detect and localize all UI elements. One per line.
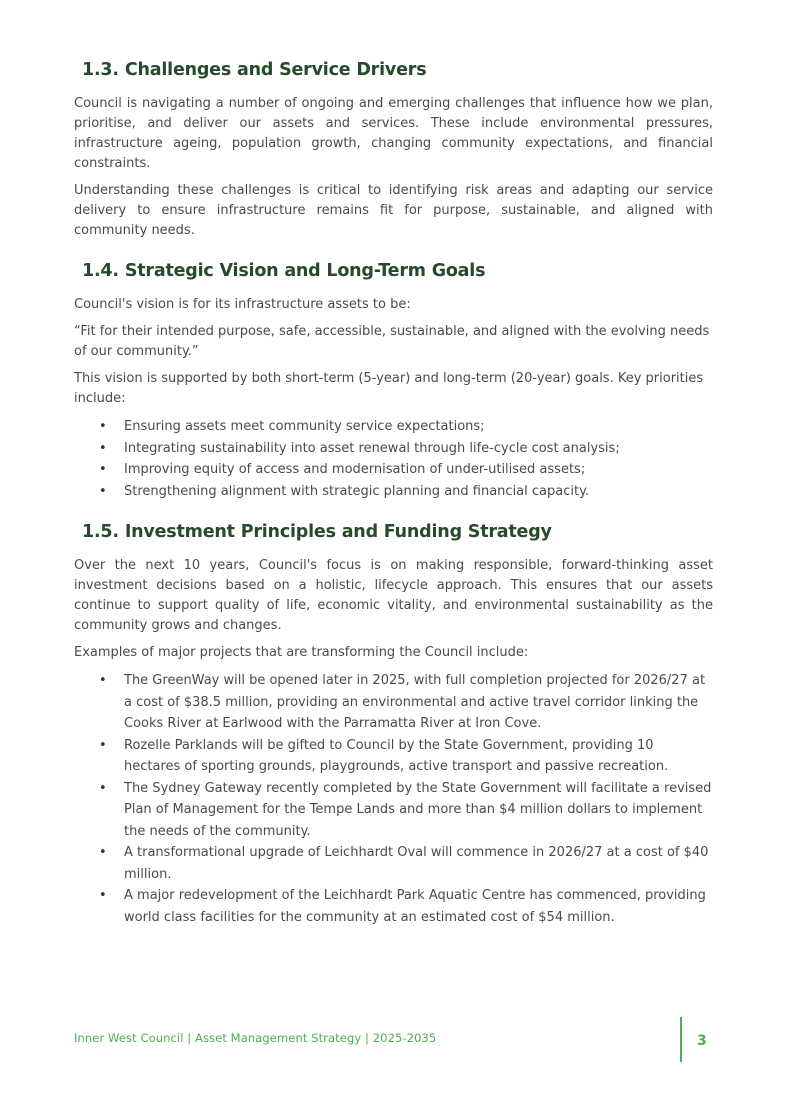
section-number: 1.3.: [82, 60, 119, 80]
section-number: 1.5.: [82, 522, 119, 542]
list-item-text: A major redevelopment of the Leichhardt Park Aquatic Centre has commenced, providing world class facilities for the community at an estimated cost of $54 million.: [124, 888, 706, 925]
list-item: [74, 778, 713, 843]
list-item-text: Improving equity of access and modernisation of under-utilised assets;: [124, 462, 586, 477]
bullet-icon: •: [99, 737, 107, 753]
bullet-icon: •: [99, 845, 107, 860]
section-heading: [82, 522, 713, 542]
bullet-icon: •: [99, 462, 107, 477]
projects-list: [74, 670, 713, 928]
section-heading: [82, 261, 713, 281]
list-item-text: The Sydney Gateway recently completed by the State Government will facilitate a revised Plan of Management for the Tempe Lands and more than $4 million dollars to implement the needs of the community.: [124, 780, 712, 839]
list-item: [74, 416, 713, 438]
paragraph: Understanding these challenges is critical to identifying risk areas and adapting our service delivery to ensure infrastructure remains fit for purpose, sustainable, and aligned with community needs.: [74, 183, 713, 238]
page-number: 3: [697, 1033, 707, 1049]
section-title: Strategic Vision and Long-Term Goals: [124, 261, 486, 281]
section-title: Investment Principles and Funding Strategy: [124, 522, 552, 542]
list-item: [74, 481, 713, 503]
page-content: [74, 60, 713, 948]
bullet-icon: •: [99, 780, 107, 796]
list-item: [74, 735, 713, 778]
list-item-text: A transformational upgrade of Leichhardt Oval will commence in 2026/27 at a cost of $40 million.: [124, 845, 709, 882]
list-item: [74, 459, 713, 481]
bullet-icon: •: [99, 440, 107, 456]
list-item-text: Integrating sustainability into asset renewal through life-cycle cost analysis;: [124, 440, 620, 456]
list-item-text: The GreenWay will be opened later in 2025, with full completion projected for 2026/27 at a cost of $38.5 million, providing an environmental and active travel corridor linking the Cooks River at Earlwood with the Parramatta River at Iron Cove.: [124, 673, 706, 731]
paragraph: This vision is supported by both short-term (5-year) and long-term (20-year) goals. Key priorities include:: [74, 371, 704, 406]
list-item: [74, 842, 713, 885]
vision-quote: “Fit for their intended purpose, safe, accessible, sustainable, and aligned with the evolving needs of our community.”: [74, 324, 710, 359]
section-investment-principles: [74, 522, 713, 928]
priorities-list: [74, 416, 713, 502]
section-number: 1.4.: [82, 261, 119, 281]
list-item: [74, 670, 713, 735]
section-strategic-vision: [74, 261, 713, 502]
section-heading: [82, 60, 713, 80]
list-item-text: Strengthening alignment with strategic planning and financial capacity.: [124, 483, 590, 499]
footer-text: Inner West Council | Asset Management Strategy | 2025-2035: [74, 1031, 437, 1045]
bullet-icon: •: [99, 483, 107, 499]
footer-divider: [680, 1017, 682, 1062]
list-item-text: Ensuring assets meet community service expectations;: [124, 419, 485, 434]
list-item-text: Rozelle Parklands will be gifted to Council by the State Government, providing 10 hectares of sporting grounds, playgrounds, active transport and passive recreation.: [124, 737, 669, 774]
section-challenges: [74, 60, 713, 241]
bullet-icon: •: [99, 419, 107, 434]
list-item: [74, 885, 713, 928]
paragraph: Council's vision is for its infrastructure assets to be:: [74, 297, 411, 312]
paragraph: Examples of major projects that are transforming the Council include:: [74, 645, 529, 660]
paragraph: Over the next 10 years, Council's focus is on making responsible, forward-thinking asset investment decisions based on a holistic, lifecycle approach. This ensures that our assets continue to support quality of life, economic vitality, and environmental sustainability as the community grows and changes.: [74, 558, 713, 633]
bullet-icon: •: [99, 673, 107, 688]
paragraph: Council is navigating a number of ongoing and emerging challenges that influence how we plan, prioritise, and deliver our assets and services. These include environmental pressures, infrastructure ageing, population growth, changing community expectations, and financial constraints.: [74, 96, 713, 171]
list-item: [74, 438, 713, 460]
bullet-icon: •: [99, 888, 107, 903]
section-title: Challenges and Service Drivers: [124, 60, 427, 80]
